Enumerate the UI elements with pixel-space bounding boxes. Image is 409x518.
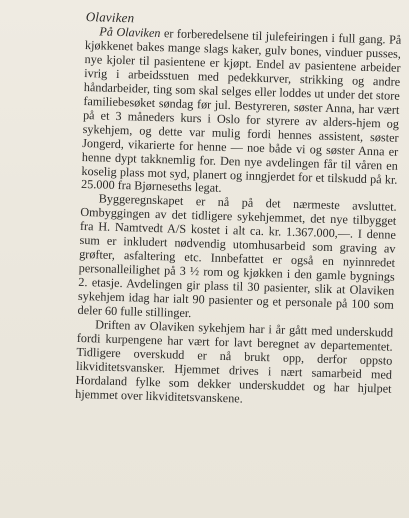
paragraph-2	[77, 192, 396, 326]
paragraph-1-text: er forberedelsene til julefeiringen i full gang. På kjøkkenet bakes mange slags kaker, gulv bones, vinduer pusses, nye kjoler til pasientene er kjøpt. Endel av pasientene arbeider ivrig i arbeidsstuen med pedekkurver, strikking og andre håndarbeider, ting som skal selges eller loddes ut under det store familiebesøket søndag før jul. Bestyreren, søster Anna, har vært på et 3 måneders kurs i Oslo for styrere av alders-hjem og sykehjem, og dette var mulig fordi hennes assistent, søster Jongerd, vikarierte for henne — noe både vi og søster Anna er henne dypt takknemlig for. Den nye avdelingen får til våren en koselig plass mot syd, planert og inngjerdet for et tilskudd på kr. 25.000 fra Bjørneseths legat.	[80, 26, 402, 196]
paragraph-3-text: Driften av Olaviken sykehjem har i år gått med underskudd fordi kurpengene har vært for lavt beregnet av departementet. Tidligere overskudd er nå brukt opp, derfor oppsto likviditetsvansker. Hjemmet drives i nært samarbeid med Hordaland fylke som dekker underskuddet og har hjulpet hjemmet over likviditetsvanskene.	[75, 317, 394, 406]
paragraph-2-text: Byggeregnskapet er nå på det nærmeste avsluttet. Ombyggingen av det tidligere sykehjemmet, det nye tilbygget fra H. Namtvedt A/S kostet i alt ca. kr. 1.367.000,—. I denne sum er inkludert nødvendig utomhusarbeid som graving av grøfter, asfaltering etc. Innbefattet er også en nyinnredet personalleilighet på 3 ½ rom og kjøkken i den gamle bygnings 2. etasje. Avdelingen gir plass til 30 pasienter, slik at Olaviken sykehjem idag har ialt 90 pasienter og et personale på 100 som deler 60 fulle stillinger.	[77, 191, 397, 321]
paragraph-1	[81, 25, 402, 201]
article-body	[75, 10, 402, 410]
paragraph-3	[75, 318, 393, 411]
article-heading: Olaviken	[85, 9, 135, 26]
paragraph-1-lead: På Olaviken	[99, 24, 161, 41]
